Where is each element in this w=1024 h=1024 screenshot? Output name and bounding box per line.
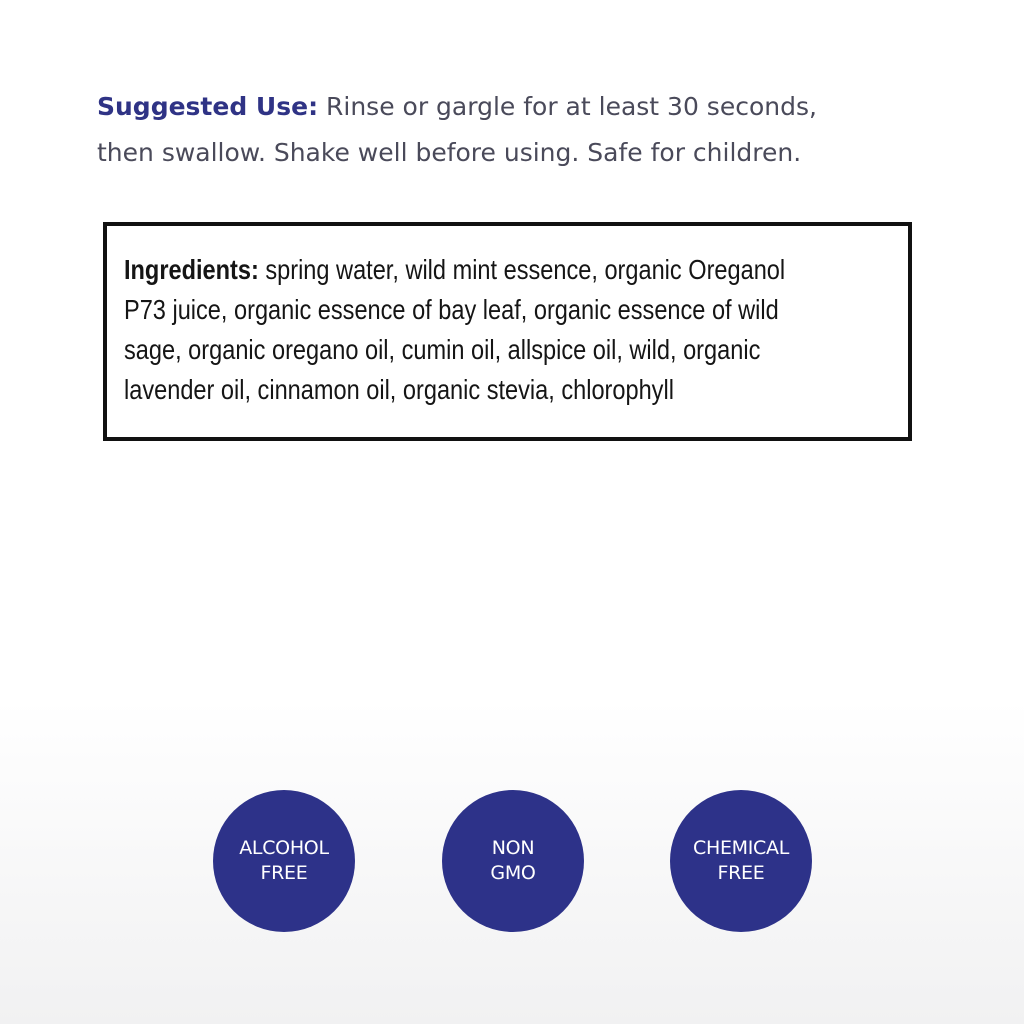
ingredients-line-3: sage, organic oregano oil, cumin oil, allspice oil, wild, organic [124, 334, 761, 365]
badge-line-2: FREE [717, 862, 765, 884]
suggested-use-line-1: Rinse or gargle for at least 30 seconds, [318, 92, 817, 121]
badge-text [490, 836, 535, 886]
ingredients-label: Ingredients: [124, 254, 259, 285]
ingredients-line-4: lavender oil, cinnamon oil, organic stevia, chlorophyll [124, 374, 674, 405]
suggested-use-label: Suggested Use: [97, 92, 319, 121]
suggested-use-line-2: then swallow. Shake well before using. Safe for children. [97, 138, 802, 167]
ingredients-box [103, 222, 912, 441]
badge-line-2: FREE [260, 862, 308, 884]
non-gmo-badge [442, 790, 584, 932]
badge-line-1: ALCOHOL [239, 837, 329, 859]
ingredients-line-2: P73 juice, organic essence of bay leaf, organic essence of wild [124, 294, 779, 325]
badge-line-2: GMO [490, 862, 536, 884]
badge-row [0, 790, 1024, 932]
badge-line-1: NON [491, 837, 535, 859]
ingredients-line-1: spring water, wild mint essence, organic Oreganol [258, 254, 786, 285]
chemical-free-badge [670, 790, 812, 932]
ingredients-text [124, 250, 795, 410]
badge-line-1: CHEMICAL [692, 837, 789, 859]
badge-text [693, 836, 789, 886]
suggested-use-text [97, 84, 957, 176]
alcohol-free-badge [213, 790, 355, 932]
badge-text [239, 836, 329, 886]
